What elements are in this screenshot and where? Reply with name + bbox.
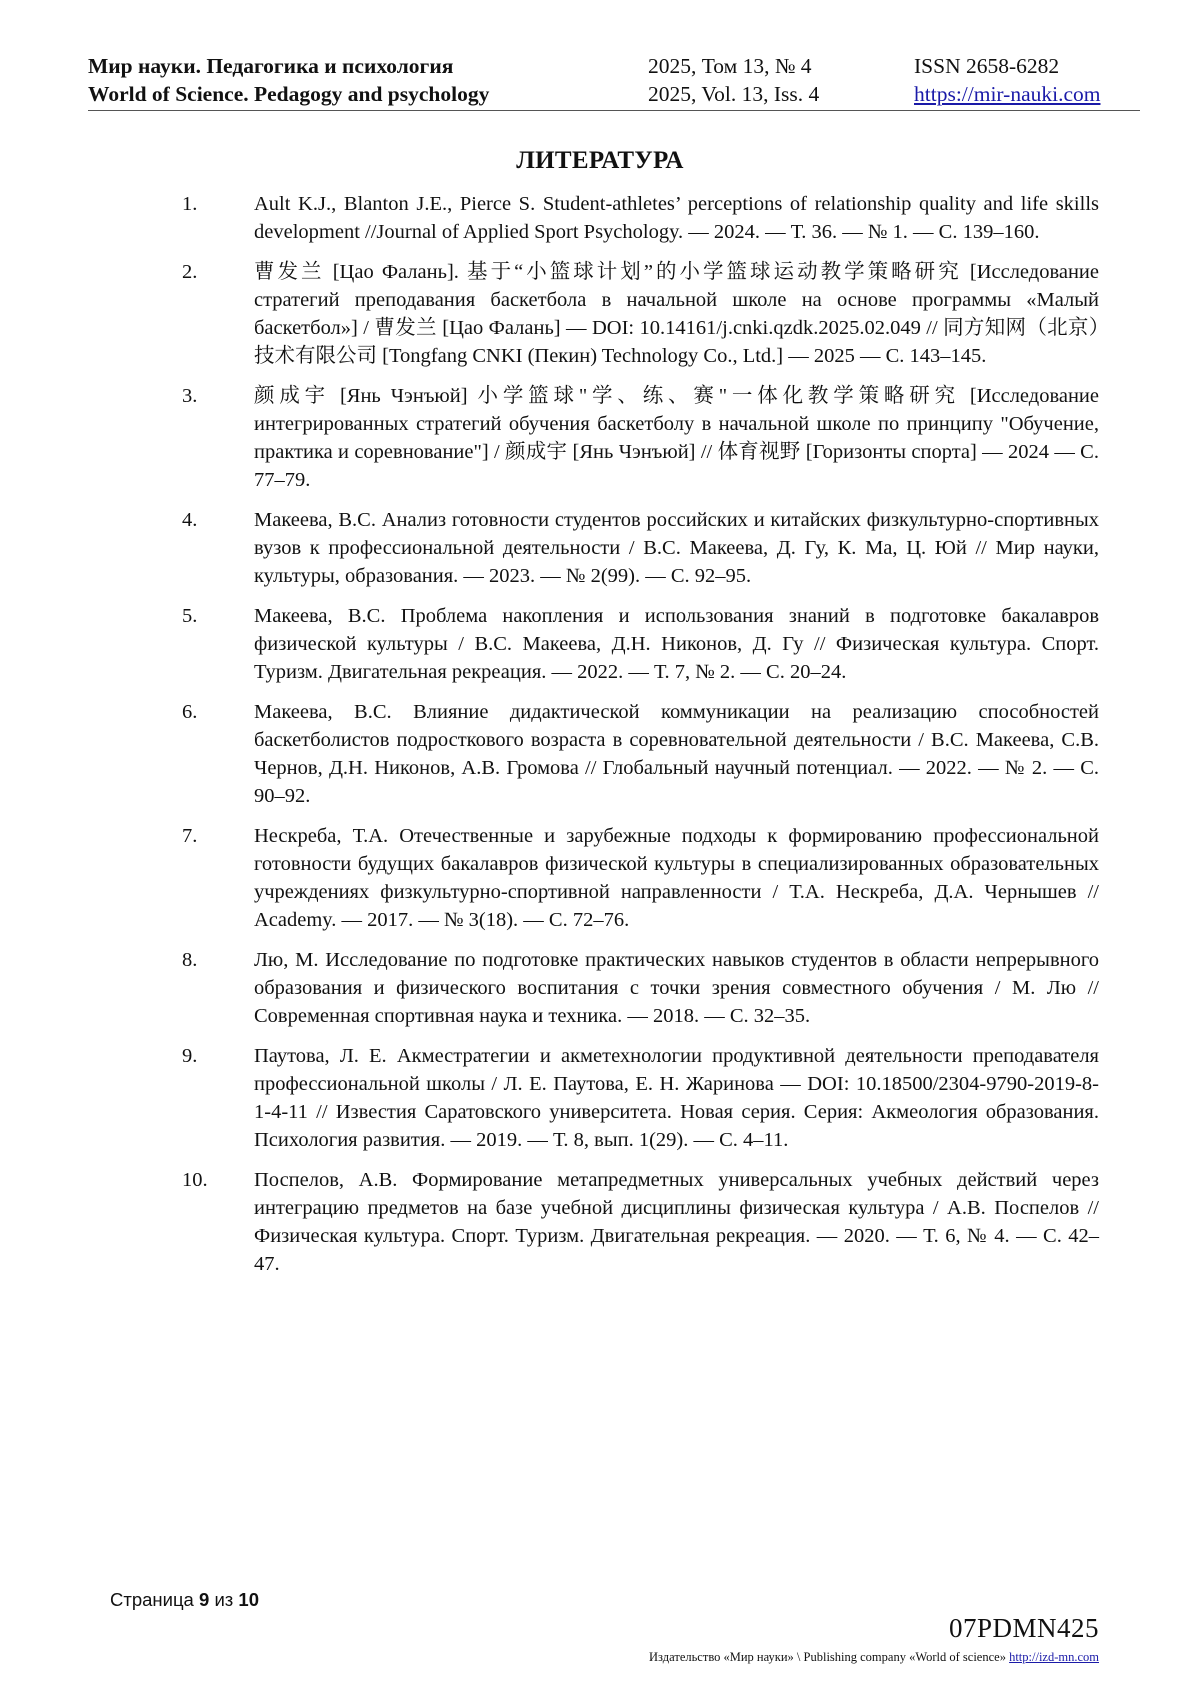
publisher-text: Издательство «Мир науки» \ Publishing company «World of science» [649,1650,1006,1664]
reference-item [182,1042,1099,1154]
issue-info-block [648,52,819,108]
reference-number: 4. [182,509,198,531]
reference-number: 6. [182,701,198,723]
reference-number: 7. [182,825,198,847]
reference-text: Лю, М. Исследование по подготовке практических навыков студентов в области непрерывного образования и физического воспитания с точки зрения совместного обучения / М. Лю // Современная спортивная наука и техника. — 2018. — С. 32–35. [254,949,1099,1027]
reference-list [182,190,1099,1290]
reference-text: Макеева, В.С. Анализ готовности студентов российских и китайских физкультурно-спортивных вузов к профессиональной деятельности / В.С. Макеева, Д. Гу, К. Ма, Ц. Юй // Мир науки, культуры, образования. — 2023. — № 2(99). — С. 92–95. [254,509,1099,587]
reference-number: 5. [182,605,198,627]
reference-item [182,698,1099,810]
issue-info-ru: 2025, Том 13, № 4 [648,54,812,78]
reference-text: Макеева, В.С. Влияние дидактической коммуникации на реализацию способностей баскетболистов подросткового возраста в соревновательной деятельности / В.С. Макеева, С.В. Чернов, Д.Н. Никонов, А.В. Громова // Глобальный научный потенциал. — 2022. — № 2. — С. 90–92. [254,701,1099,807]
article-code: 07PDMN425 [948,1613,1099,1643]
publisher-link[interactable]: http://izd-mn.com [1009,1650,1099,1664]
journal-title-en: World of Science. Pedagogy and psychology [88,82,490,106]
reference-text: 曹发兰 [Цао Фалань]. 基于“小篮球计划”的小学篮球运动教学策略研究 [Исследование стратегий преподавания баскетбола в начальной школе на основе программы «Малый баскетбол»] / 曹发兰 [Цао Фалань] — DOI: 10.14161/j.cnki.qzdk.2025.02.049 // 同方知网（北京）技术有限公司 [Tongfang CNKI (Пекин) Technology Co., Ltd.] — 2025 — С. 143–145. [254,261,1099,367]
reference-item [182,1166,1099,1278]
journal-website-link[interactable]: https://mir-nauki.com [914,82,1101,106]
issn-number: ISSN 2658-6282 [914,54,1060,78]
reference-item [182,946,1099,1030]
journal-title-ru: Мир науки. Педагогика и психология [88,54,454,78]
issn-block [914,52,1100,108]
reference-item [182,602,1099,686]
reference-text: Ault K.J., Blanton J.E., Pierce S. Student-athletes’ perceptions of relationship quality and life skills development //Journal of Applied Sport Psychology. — 2024. — Т. 36. — № 1. — С. 139–160. [254,193,1099,243]
publisher-line [649,1650,1099,1665]
issue-info-en: 2025, Vol. 13, Iss. 4 [648,82,820,106]
reference-number: 1. [182,193,198,215]
reference-number: 10. [182,1169,208,1191]
reference-number: 9. [182,1045,198,1067]
journal-header [88,50,1140,111]
reference-item [182,506,1099,590]
reference-item [182,822,1099,934]
reference-text: Макеева, В.С. Проблема накопления и использования знаний в подготовке бакалавров физической культуры / В.С. Макеева, Д.Н. Никонов, Д. Гу // Физическая культура. Спорт. Туризм. Двигательная рекреация. — 2022. — Т. 7, № 2. — С. 20–24. [254,605,1099,683]
section-title: ЛИТЕРАТУРА [516,147,684,174]
reference-item [182,258,1099,370]
reference-text: Паутова, Л. Е. Акместратегии и акметехнологии продуктивной деятельности преподавателя профессиональной школы / Л. Е. Паутова, Е. Н. Жаринова — DOI: 10.18500/2304-9790-2019-8-1-4-11 // Известия Саратовского университета. Новая серия. Серия: Акмеология образования. Психология развития. — 2019. — Т. 8, вып. 1(29). — С. 4–11. [254,1045,1099,1151]
page-prefix: Страница [110,1589,194,1610]
reference-text: 颜成宇 [Янь Чэнъюй] 小学篮球"学、练、赛"一体化教学策略研究 [Исследование интегрированных стратегий обучения баскетболу в начальной школе по принципу "Обучение, практика и соревнование"] / 颜成宇 [Янь Чэнъюй] // 体育视野 [Горизонты спорта] — 2024 — С. 77–79. [254,385,1099,491]
reference-number: 8. [182,949,198,971]
page-separator: из [214,1589,234,1610]
reference-number: 2. [182,261,198,283]
page-current: 9 [199,1589,210,1610]
reference-item [182,382,1099,494]
page-total: 10 [238,1589,259,1610]
reference-number: 3. [182,385,198,407]
reference-text: Нескреба, Т.А. Отечественные и зарубежные подходы к формированию профессиональной готовности будущих бакалавров физической культуры в специализированных образовательных учреждениях физкультурно-спортивной направленности / Т.А. Нескреба, Д.А. Чернышев // Academy. — 2017. — № 3(18). — С. 72–76. [254,825,1099,931]
page-counter [110,1589,259,1611]
reference-text: Поспелов, А.В. Формирование метапредметных универсальных учебных действий через интеграцию предметов на базе учебной дисциплины физическая культура / А.В. Поспелов // Физическая культура. Спорт. Туризм. Двигательная рекреация. — 2020. — Т. 6, № 4. — С. 42–47. [254,1169,1099,1275]
journal-title-block [88,52,489,108]
reference-item [182,190,1099,246]
